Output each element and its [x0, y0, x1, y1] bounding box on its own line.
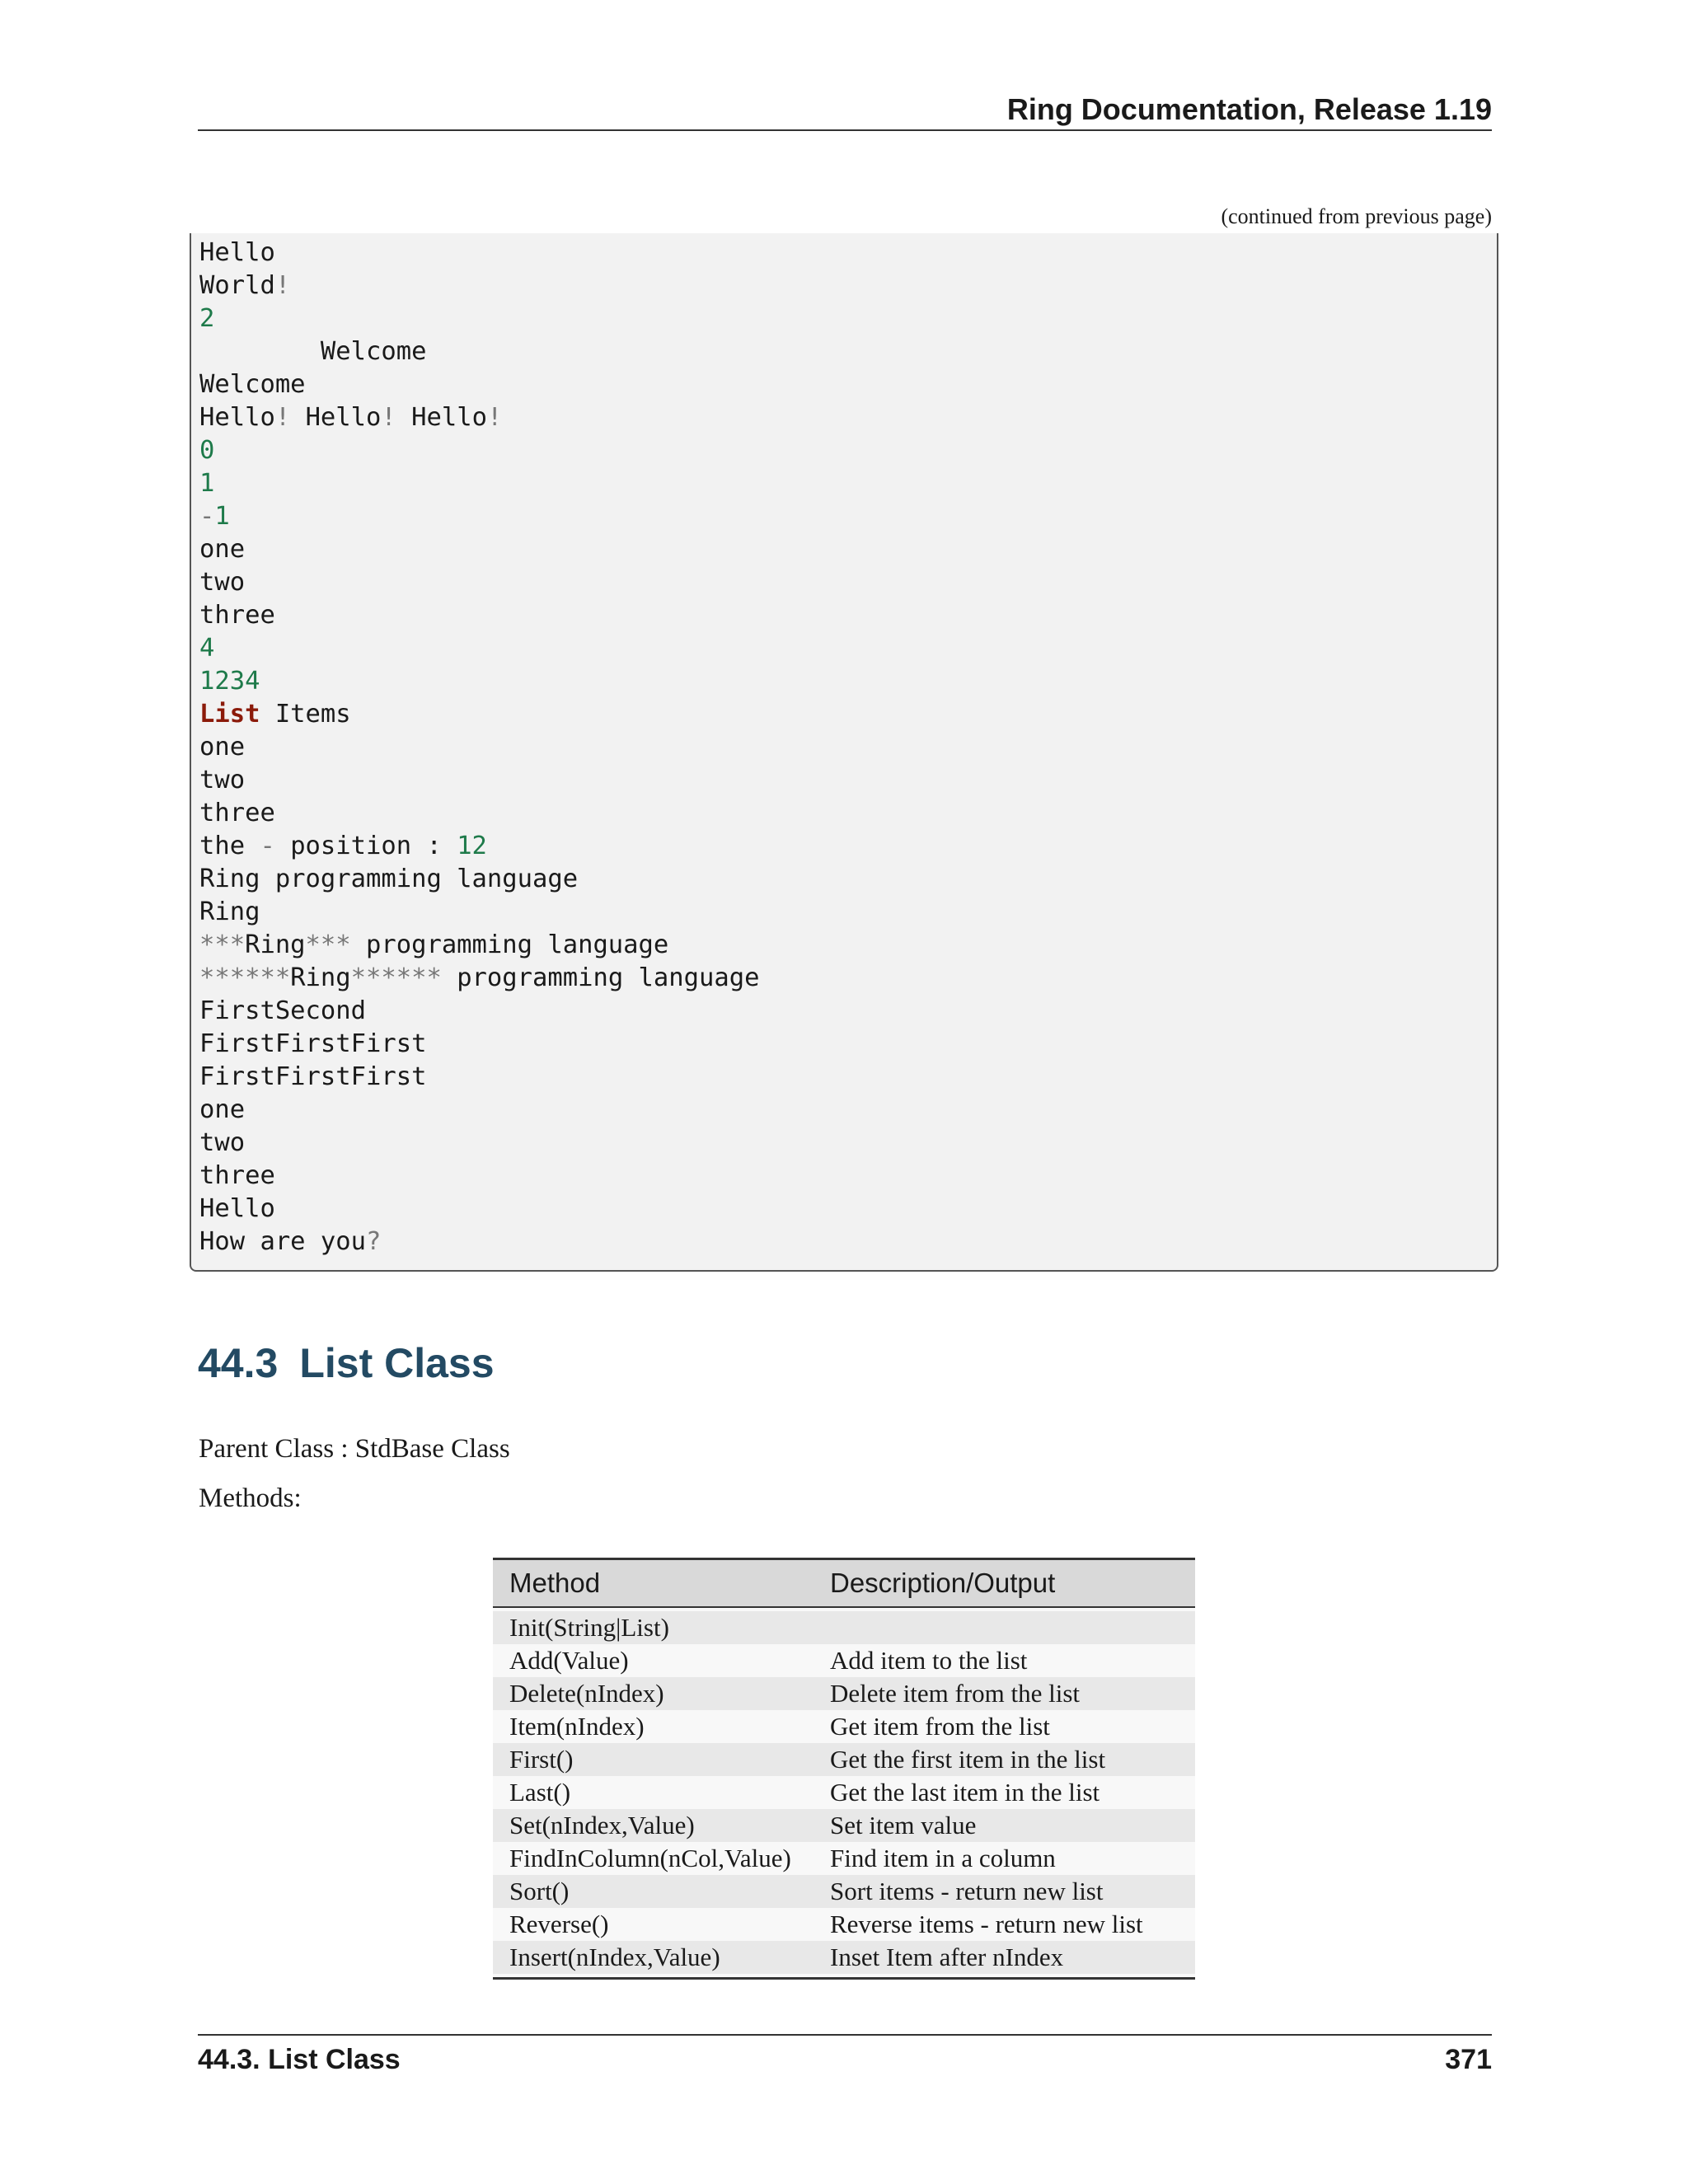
code-output-block: [190, 233, 1498, 1272]
code-line: [199, 500, 759, 533]
description-cell: Get the last item in the list: [830, 1778, 1100, 1807]
code-token: Hello: [199, 403, 275, 432]
table-row: [493, 1875, 1195, 1908]
code-token: Hello: [199, 238, 275, 267]
code-line: [199, 863, 759, 896]
table-body: [493, 1608, 1195, 1977]
section-title-text: List Class: [299, 1340, 495, 1386]
code-line: [199, 467, 759, 500]
code-token: Hello: [290, 403, 382, 432]
code-token: Hello: [199, 1194, 275, 1223]
code-token: Ring: [290, 963, 351, 992]
code-line: [199, 401, 759, 434]
code-line: [199, 368, 759, 401]
code-token: three: [199, 799, 275, 827]
footer-section-label: 44.3. List Class: [198, 2044, 401, 2075]
code-lines: [199, 237, 759, 1258]
code-line: [199, 1061, 759, 1094]
method-cell: Last(): [509, 1778, 571, 1807]
description-cell: Set item value: [830, 1811, 977, 1840]
code-token: !: [274, 271, 291, 300]
code-line: [199, 1094, 759, 1127]
methods-table: [493, 1558, 1195, 1980]
code-token: FirstFirstFirst: [199, 1062, 427, 1091]
code-line: [199, 764, 759, 797]
code-line: [199, 632, 759, 665]
code-token: two: [199, 766, 246, 794]
code-token: three: [199, 601, 275, 630]
footer-rule: [198, 2034, 1492, 2036]
column-header-description: Description/Output: [830, 1568, 1056, 1598]
section-number: 44.3: [198, 1340, 279, 1386]
code-token: ******: [350, 963, 442, 992]
code-line: [199, 1193, 759, 1226]
code-line: [199, 1028, 759, 1061]
table-row: [493, 1908, 1195, 1941]
description-cell: Delete item from the list: [830, 1679, 1081, 1708]
code-token: ?: [366, 1227, 382, 1256]
method-cell: First(): [509, 1745, 574, 1774]
method-cell: Sort(): [509, 1877, 570, 1905]
description-cell: Get the first item in the list: [830, 1745, 1106, 1774]
table-row: [493, 1743, 1195, 1776]
methods-label: Methods:: [199, 1483, 302, 1513]
table-row: [493, 1677, 1195, 1710]
method-cell: Item(nIndex): [509, 1712, 645, 1741]
code-line: [199, 237, 759, 269]
method-cell: FindInColumn(nCol,Value): [509, 1844, 791, 1872]
code-token: Welcome: [199, 370, 306, 399]
code-token: FirstSecond: [199, 996, 366, 1025]
code-token: ***: [305, 930, 351, 959]
method-cell: Set(nIndex,Value): [509, 1811, 695, 1840]
table-row: [493, 1710, 1195, 1743]
code-token: ******: [199, 963, 291, 992]
description-cell: Inset Item after nIndex: [830, 1943, 1064, 1971]
code-line: [199, 797, 759, 830]
code-token: List: [199, 700, 260, 729]
code-token: Items: [260, 700, 351, 729]
code-line: [199, 731, 759, 764]
code-token: the: [199, 832, 260, 860]
parent-class-text: Parent Class : StdBase Class: [199, 1434, 510, 1464]
method-cell: Add(Value): [509, 1646, 629, 1675]
code-token: 4: [199, 634, 215, 663]
code-token: !: [486, 403, 503, 432]
table-row: [493, 1941, 1195, 1974]
code-line: [199, 269, 759, 302]
description-cell: Add item to the list: [830, 1646, 1028, 1675]
code-token: Ring: [245, 930, 306, 959]
code-token: programming language: [350, 930, 669, 959]
code-token: two: [199, 568, 246, 597]
description-cell: Sort items - return new list: [830, 1877, 1104, 1905]
code-line: [199, 533, 759, 566]
method-cell: Delete(nIndex): [509, 1679, 664, 1708]
header-rule: [198, 129, 1492, 131]
code-token: 1: [199, 469, 215, 498]
continued-note: (continued from previous page): [1221, 204, 1492, 228]
code-token: 1: [214, 502, 230, 531]
code-token: programming language: [441, 963, 760, 992]
code-token: Welcome: [199, 337, 427, 366]
code-line: [199, 566, 759, 599]
code-token: one: [199, 1095, 246, 1124]
code-token: !: [381, 403, 396, 432]
code-line: [199, 599, 759, 632]
code-token: one: [199, 535, 246, 564]
code-token: !: [274, 403, 291, 432]
code-line: [199, 830, 759, 863]
code-token: 0: [199, 436, 215, 465]
method-cell: Init(String|List): [509, 1613, 669, 1642]
page-header-title: Ring Documentation, Release 1.19: [1006, 92, 1492, 126]
code-line: [199, 1127, 759, 1160]
section-heading: [198, 1339, 495, 1387]
code-line: [199, 335, 759, 368]
code-token: 12: [457, 832, 487, 860]
code-token: World: [199, 271, 275, 300]
code-line: [199, 1226, 759, 1258]
code-line: [199, 962, 759, 995]
code-line: [199, 434, 759, 467]
code-token: -: [199, 502, 215, 531]
code-token: Ring programming language: [199, 865, 579, 893]
code-token: position :: [274, 832, 457, 860]
method-cell: Reverse(): [509, 1910, 609, 1938]
code-token: Hello: [396, 403, 487, 432]
code-line: [199, 995, 759, 1028]
code-token: 2: [199, 304, 215, 333]
column-header-method: Method: [509, 1568, 601, 1598]
footer-page-number: 371: [1445, 2044, 1492, 2075]
description-cell: Reverse items - return new list: [830, 1910, 1143, 1938]
table-row: [493, 1644, 1195, 1677]
table-row: [493, 1776, 1195, 1809]
table-row: [493, 1809, 1195, 1842]
code-line: [199, 929, 759, 962]
code-line: [199, 1160, 759, 1193]
description-cell: Get item from the list: [830, 1712, 1050, 1741]
method-cell: Insert(nIndex,Value): [509, 1943, 720, 1971]
table-header-row: [493, 1560, 1195, 1608]
code-line: [199, 896, 759, 929]
code-line: [199, 698, 759, 731]
code-line: [199, 665, 759, 698]
code-token: three: [199, 1161, 275, 1190]
code-token: Ring: [199, 898, 260, 926]
code-token: two: [199, 1128, 246, 1157]
table-row: [493, 1842, 1195, 1875]
code-token: How are you: [199, 1227, 366, 1256]
code-token: -: [260, 832, 275, 860]
code-token: 1234: [199, 667, 260, 696]
code-token: FirstFirstFirst: [199, 1029, 427, 1058]
code-token: ***: [199, 930, 246, 959]
code-token: one: [199, 733, 246, 762]
table-row: [493, 1611, 1195, 1644]
description-cell: Find item in a column: [830, 1844, 1056, 1872]
code-line: [199, 302, 759, 335]
